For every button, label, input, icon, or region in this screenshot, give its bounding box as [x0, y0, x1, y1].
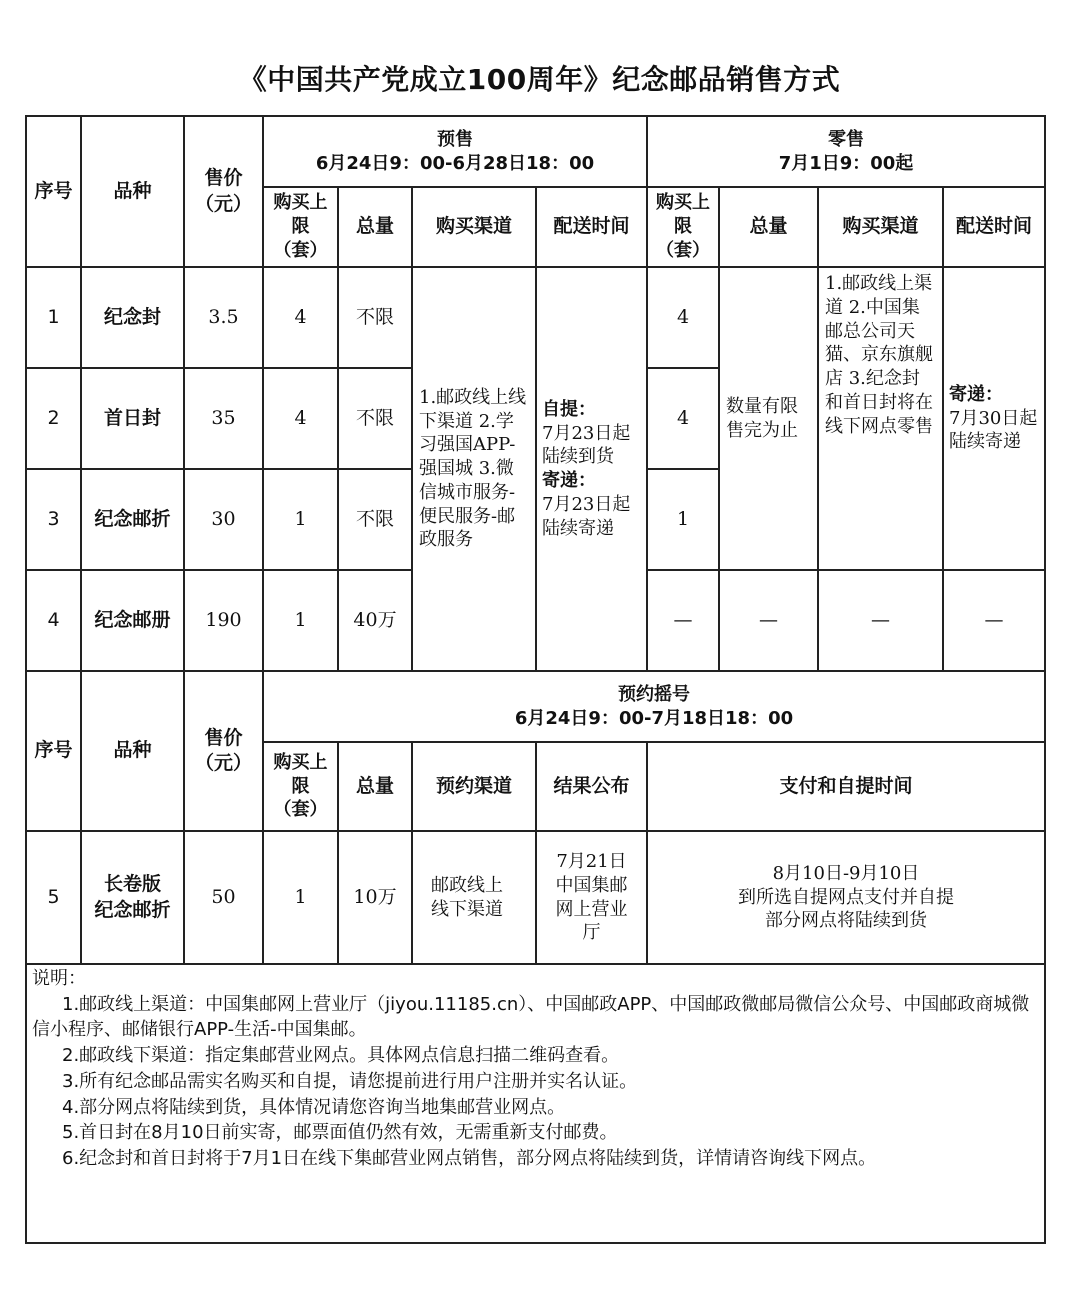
row5-result: 7月21日中国集邮网上营业厅 — [537, 832, 648, 965]
row4-seq: 4 — [27, 571, 82, 672]
lottery-title: 预约摇号 — [618, 683, 690, 705]
row5-seq: 5 — [27, 832, 82, 965]
retail-total: 数量有限售完为止 — [720, 268, 819, 571]
row5-payment-line1: 8月10日-9月10日 — [772, 862, 920, 884]
s2-header-result: 结果公布 — [537, 743, 648, 832]
row5-payment — [648, 832, 1044, 965]
s2-header-channel: 预约渠道 — [413, 743, 537, 832]
row4-retail-total: — — [720, 571, 819, 672]
retail-title: 零售 — [828, 128, 864, 150]
note-item: 1.邮政线上渠道：中国集邮网上营业厅（jiyou.11185.cn）、中国邮政APP、中国邮政微邮局微信公众号、中国邮政商城微信小程序、邮储银行APP-生活-中国集邮。 — [32, 993, 1030, 1041]
presale-pickup-text: 7月23日起陆续到货 — [542, 422, 631, 468]
row3-pre-total: 不限 — [339, 470, 413, 571]
note-item: 6.纪念封和首日封将于7月1日在线下集邮营业网点销售，部分网点将陆续到货，详情请咨询线下网点。 — [62, 1148, 877, 1170]
row3-price: 30 — [185, 470, 264, 571]
row5-name — [82, 832, 185, 965]
row5-limit: 1 — [264, 832, 339, 965]
row4-pre-total: 40万 — [339, 571, 413, 672]
retail-mail-text: 7月30日起陆续寄递 — [949, 407, 1038, 453]
row2-price: 35 — [185, 369, 264, 470]
s2-header-price: 售价（元） — [185, 672, 264, 832]
row2-pre-limit: 4 — [264, 369, 339, 470]
lottery-time: 6月24日9：00-7月18日18：00 — [514, 707, 794, 729]
lottery-header — [264, 672, 1044, 743]
row5-price: 50 — [185, 832, 264, 965]
row1-price: 3.5 — [185, 268, 264, 369]
header-price: 售价（元） — [185, 117, 264, 268]
s2-header-seq: 序号 — [27, 672, 82, 832]
row1-retail-limit: 4 — [648, 268, 720, 369]
row1-name: 纪念封 — [82, 268, 185, 369]
row4-name: 纪念邮册 — [82, 571, 185, 672]
row5-name-line2: 纪念邮折 — [94, 898, 171, 921]
row1-seq: 1 — [27, 268, 82, 369]
retail-channel: 1.邮政线上渠道 2.中国集邮总公司天猫、京东旗舰店 3.纪念封和首日封将在线下网点零售 — [819, 268, 944, 571]
row5-payment-line2: 到所选自提网点支付并自提 — [738, 886, 954, 908]
header-presale-delivery: 配送时间 — [537, 188, 648, 268]
presale-header — [264, 117, 648, 188]
retail-delivery — [944, 268, 1044, 571]
row5-name-line1: 长卷版 — [103, 873, 161, 896]
header-presale-total: 总量 — [339, 188, 413, 268]
retail-time: 7月1日9：00起 — [778, 152, 914, 174]
row4-pre-limit: 1 — [264, 571, 339, 672]
presale-delivery — [537, 268, 648, 672]
retail-mail-label: 寄递： — [949, 383, 1003, 405]
row3-retail-limit: 1 — [648, 470, 720, 571]
presale-mail-label: 寄递： — [542, 470, 596, 491]
presale-mail-text: 7月23日起陆续寄递 — [542, 493, 631, 539]
header-presale-limit: 购买上限（套） — [264, 188, 339, 268]
row4-price: 190 — [185, 571, 264, 672]
note-item: 2.邮政线下渠道：指定集邮营业网点。具体网点信息扫描二维码查看。 — [62, 1045, 620, 1067]
s2-header-variety: 品种 — [82, 672, 185, 832]
row4-retail-limit: — — [648, 571, 720, 672]
header-seq: 序号 — [27, 117, 82, 268]
row2-name: 首日封 — [82, 369, 185, 470]
header-retail-total: 总量 — [720, 188, 819, 268]
row5-channel: 邮政线上线下渠道 — [413, 832, 537, 965]
row1-pre-total: 不限 — [339, 268, 413, 369]
presale-pickup-label: 自提： — [542, 398, 596, 420]
row2-retail-limit: 4 — [648, 369, 720, 470]
row4-retail-delivery: — — [944, 571, 1044, 672]
row1-pre-limit: 4 — [264, 268, 339, 369]
row3-pre-limit: 1 — [264, 470, 339, 571]
page-title: 《中国共产党成立100周年》纪念邮品销售方式 — [238, 63, 841, 96]
row2-pre-total: 不限 — [339, 369, 413, 470]
row5-total: 10万 — [339, 832, 413, 965]
note-item: 5.首日封在8月10日前实寄，邮票面值仍然有效，无需重新支付邮费。 — [62, 1122, 618, 1144]
row3-name: 纪念邮折 — [82, 470, 185, 571]
header-presale-channel: 购买渠道 — [413, 188, 537, 268]
header-retail-delivery: 配送时间 — [944, 188, 1044, 268]
note-item: 4.部分网点将陆续到货，具体情况请您咨询当地集邮营业网点。 — [62, 1096, 566, 1118]
notes-heading: 说明： — [32, 968, 86, 989]
presale-channel: 1.邮政线上线下渠道 2.学习强国APP-强国城 3.微信城市服务-便民服务-邮政服务 — [413, 268, 537, 672]
note-item: 3.所有纪念邮品需实名购买和自提，请您提前进行用户注册并实名认证。 — [62, 1070, 638, 1092]
header-retail-limit: 购买上限（套） — [648, 188, 720, 268]
s2-header-limit: 购买上限（套） — [264, 743, 339, 832]
row2-seq: 2 — [27, 369, 82, 470]
row4-retail-channel: — — [819, 571, 944, 672]
notes-section — [32, 966, 1036, 1172]
header-variety: 品种 — [82, 117, 185, 268]
row3-seq: 3 — [27, 470, 82, 571]
presale-time: 6月24日9：00-6月28日18：00 — [315, 152, 595, 174]
s2-header-total: 总量 — [339, 743, 413, 832]
presale-title: 预售 — [437, 128, 473, 150]
s2-header-payment: 支付和自提时间 — [648, 743, 1044, 832]
header-retail-channel: 购买渠道 — [819, 188, 944, 268]
row5-payment-line3: 部分网点将陆续到货 — [765, 910, 927, 932]
retail-header — [648, 117, 1044, 188]
